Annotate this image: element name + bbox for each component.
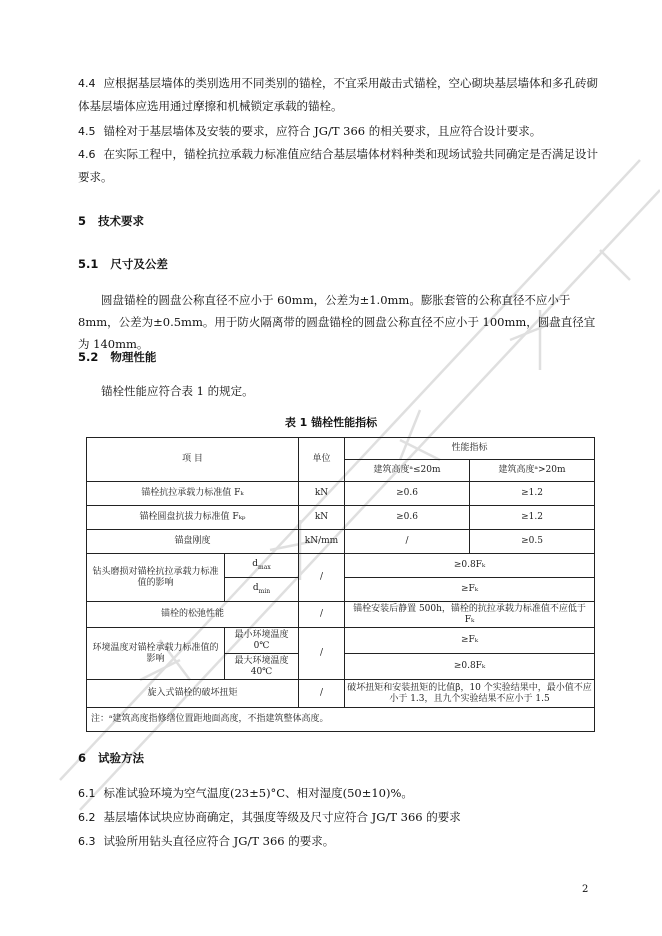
row-value: 破坏扭矩和安装扭矩的比值β，10 个实验结果中，最小值不应小于 1.3，且九个实验结果不应小于 1.5 bbox=[345, 680, 595, 708]
section-5-2-heading: 5.2 物理性能 bbox=[78, 350, 157, 364]
row-value: ≥Fₖ bbox=[345, 628, 595, 654]
table-caption: 表 1 锚栓性能指标 bbox=[284, 416, 378, 429]
row-sublabel: 最大环境温度40℃ bbox=[225, 654, 299, 680]
row-sublabel: 最小环境温度0℃ bbox=[225, 628, 299, 654]
row-value-high: ≥1.2 bbox=[470, 506, 595, 530]
clause-number: 4.6 bbox=[78, 148, 96, 161]
row-value: 锚栓安装后静置 500h，锚栓的抗拉承载力标准值不应低于 Fₖ bbox=[345, 602, 595, 628]
row-sublabel: $d_{min}$ bbox=[225, 578, 299, 602]
section-6-heading: 6 试验方法 bbox=[78, 751, 145, 765]
row-value-low: / bbox=[345, 530, 470, 554]
row-value-low: ≥0.6 bbox=[345, 506, 470, 530]
clause-4-4 bbox=[78, 72, 598, 117]
header-height-high: 建筑高度ᵃ>20m bbox=[470, 460, 595, 482]
row-value-high: ≥0.5 bbox=[470, 530, 595, 554]
clause-text: 基层墙体试块应协商确定，其强度等级及尺寸应符合 JG/T 366 的要求 bbox=[103, 810, 461, 824]
row-unit: kN bbox=[299, 482, 345, 506]
row-value-low: ≥0.6 bbox=[345, 482, 470, 506]
header-unit: 单位 bbox=[299, 438, 345, 482]
row-unit: kN/mm bbox=[299, 530, 345, 554]
header-height-low: 建筑高度ᵃ≤20m bbox=[345, 460, 470, 482]
clause-text: 试验所用钻头直径应符合 JG/T 366 的要求。 bbox=[103, 834, 335, 848]
row-label: 环境温度对锚栓承载力标准值的影响 bbox=[87, 628, 225, 680]
row-value-high: ≥1.2 bbox=[470, 482, 595, 506]
row-label: 锚栓的松弛性能 bbox=[87, 602, 299, 628]
table-note: 注：ᵃ建筑高度指修缮位置距地面高度，不指建筑整体高度。 bbox=[87, 708, 595, 732]
clause-text: 标准试验环境为空气温度(23±5)°C、相对湿度(50±10)%。 bbox=[103, 786, 413, 800]
clause-number: 6.3 bbox=[78, 835, 96, 848]
performance-table bbox=[86, 437, 595, 732]
section-5-heading: 5 技术要求 bbox=[78, 214, 145, 228]
row-label: 锚盘刚度 bbox=[87, 530, 299, 554]
clause-number: 6.2 bbox=[78, 811, 96, 824]
clause-text: 应根据基层墙体的类别选用不同类别的锚栓，不宜采用敲击式锚栓，空心砌块基层墙体和多孔砖砌体基层墙体应选用通过摩擦和机械锁定承载的锚栓。 bbox=[78, 76, 598, 113]
page-number: 2 bbox=[582, 884, 589, 895]
section-5-1-heading: 5.1 尺寸及公差 bbox=[78, 257, 168, 271]
row-value: ≥0.8Fₖ bbox=[345, 654, 595, 680]
row-unit: / bbox=[299, 628, 345, 680]
header-performance: 性能指标 bbox=[345, 438, 595, 460]
clause-number: 4.5 bbox=[78, 125, 96, 138]
clause-number: 4.4 bbox=[78, 77, 96, 90]
row-unit: / bbox=[299, 602, 345, 628]
row-unit: / bbox=[299, 554, 345, 602]
paragraph-5-2: 锚栓性能应符合表 1 的规定。 bbox=[101, 384, 254, 398]
row-label: 旋入式锚栓的破坏扭矩 bbox=[87, 680, 299, 708]
clause-4-6 bbox=[78, 143, 598, 188]
row-sublabel: $d_{max}$ bbox=[225, 554, 299, 578]
clause-6-3 bbox=[78, 830, 598, 853]
header-item: 项 目 bbox=[87, 438, 299, 482]
row-value: ≥0.8Fₖ bbox=[345, 554, 595, 578]
clause-6-2 bbox=[78, 806, 598, 829]
row-unit: kN bbox=[299, 506, 345, 530]
clause-6-1 bbox=[78, 782, 598, 805]
row-value: ≥Fₖ bbox=[345, 578, 595, 602]
row-label: 锚栓抗拉承载力标准值 Fₖ bbox=[87, 482, 299, 506]
clause-text: 在实际工程中，锚栓抗拉承载力标准值应结合基层墙体材料种类和现场试验共同确定是否满足设计要求。 bbox=[78, 147, 598, 184]
row-label: 钻头磨损对锚栓抗拉承载力标准值的影响 bbox=[87, 554, 225, 602]
clause-number: 6.1 bbox=[78, 787, 96, 800]
row-unit: / bbox=[299, 680, 345, 708]
clause-text: 锚栓对于基层墙体及安装的要求，应符合 JG/T 366 的相关要求，且应符合设计要求。 bbox=[103, 124, 542, 138]
clause-4-5 bbox=[78, 120, 598, 143]
row-label: 锚栓圆盘抗拔力标准值 Fₖₚ bbox=[87, 506, 299, 530]
paragraph-5-1: 圆盘锚栓的圆盘公称直径不应小于 60mm，公差为±1.0mm。膨胀套管的公称直径不应小于 8mm，公差为±0.5mm。用于防火隔离带的圆盘锚栓的圆盘公称直径不应小于 100mm，圆盘直径宜为 140mm。 bbox=[78, 293, 596, 351]
